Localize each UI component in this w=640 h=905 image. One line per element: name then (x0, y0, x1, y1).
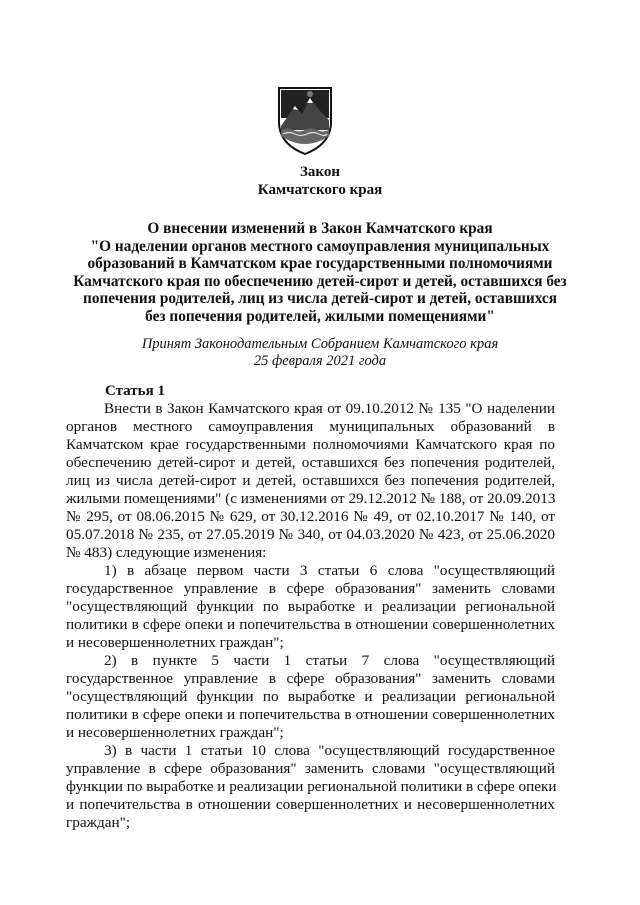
body-line: жилыми помещениями" (с изменениями от 29.12.2012 № 188, от 20.09.2013 (66, 490, 556, 507)
body-line: 05.07.2018 № 235, от 27.05.2019 № 340, от 04.03.2020 № 423, от 25.06.2020 (66, 526, 555, 543)
body-line: государственное управление в сфере образования" заменить словами (66, 670, 555, 687)
subject-line: без попечения родителей, жилыми помещениями" (145, 307, 495, 325)
body-line: и попечительства в отношении совершеннолетних и несовершеннолетних (66, 796, 555, 813)
subject-line: Камчатского края по обеспечению детей-сирот и детей, оставшихся без (73, 272, 567, 290)
subject-line: попечения родителей, лиц из числа детей-сирот и детей, оставшихся (83, 290, 557, 308)
article-heading: Статья 1 (105, 383, 165, 399)
body-line: Внести в Закон Камчатского края от 09.10.2012 № 135 "О наделении (104, 400, 555, 417)
law-region: Камчатского края (257, 182, 383, 198)
body-line: № 295, от 08.06.2015 № 629, от 30.12.2016 № 49, от 02.10.2017 № 140, от (66, 508, 555, 525)
law-title: Закон (299, 164, 340, 180)
adoption-statement: Принят Законодательным Собранием Камчатского края (141, 336, 499, 352)
subject-line: "О наделении органов местного самоуправления муниципальных (90, 237, 550, 255)
body-line: "осуществляющий функции по выработке и реализации региональной (66, 688, 555, 705)
body-line: органов местного самоуправления муниципальных образований в (66, 418, 555, 435)
article-body (66, 400, 555, 832)
body-line: "осуществляющий функции по выработке и реализации региональной (66, 598, 555, 615)
body-line: лиц из числа детей-сирот и детей, оставшихся без попечения родителей, (66, 472, 555, 489)
body-line: политики в сфере опеки и попечительства в отношении совершеннолетних (66, 616, 555, 633)
law-subject (40, 220, 600, 326)
body-line: государственное управление в сфере образования" заменить словами (66, 580, 555, 597)
subject-line: О внесении изменений в Закон Камчатского края (147, 220, 493, 237)
body-line: и несовершеннолетних граждан"; (66, 634, 284, 651)
body-line: 2) в пункте 5 части 1 статьи 7 слова "осуществляющий (104, 652, 555, 669)
body-line: функции по выработке и реализации региональной политики в сфере опеки (66, 778, 557, 795)
kamchatka-coat-of-arms-icon (275, 84, 335, 156)
adoption-date: 25 февраля 2021 года (253, 353, 387, 369)
body-line: политики в сфере опеки и попечительства в отношении совершеннолетних (66, 706, 555, 723)
body-line: Камчатском крае государственными полномочиями Камчатского края по (66, 436, 555, 453)
body-line: обеспечению детей-сирот и детей, оставшихся без попечения родителей, (66, 454, 555, 471)
body-line: граждан"; (66, 814, 131, 831)
body-line: 1) в абзаце первом части 3 статьи 6 слова "осуществляющий (104, 562, 555, 579)
body-line: и несовершеннолетних граждан"; (66, 724, 284, 741)
subject-line: образований в Камчатском крае государственными полномочиями (87, 255, 553, 273)
body-line: управление в сфере образования" заменить словами "осуществляющий (66, 760, 555, 777)
body-line: № 483) следующие изменения: (66, 544, 267, 561)
body-line: 3) в части 1 статьи 10 слова "осуществляющий государственное (104, 742, 555, 759)
